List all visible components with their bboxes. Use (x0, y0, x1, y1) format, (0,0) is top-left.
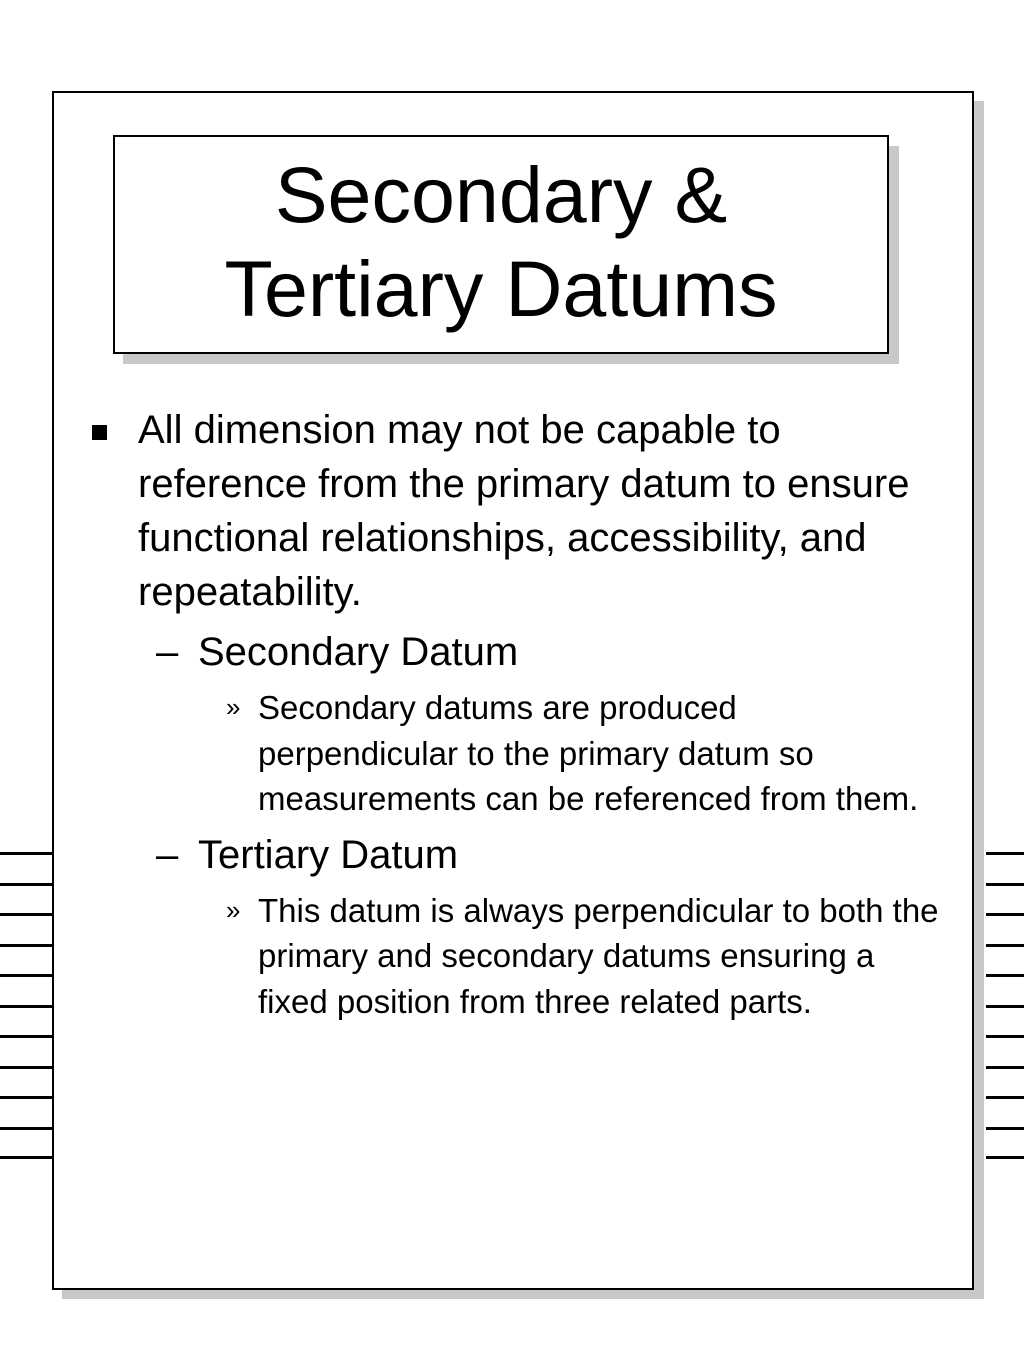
margin-line (986, 1066, 1024, 1069)
margin-line (0, 1066, 52, 1069)
sub-sub-bullet-text: This datum is always perpendicular to both the primary and secondary datums ensuring a fixed position from three related parts. (258, 891, 939, 1020)
margin-line (986, 852, 1024, 855)
square-bullet-icon (92, 425, 107, 440)
margin-line (0, 1035, 52, 1038)
margin-line (0, 1156, 52, 1159)
chevron-marker: » (226, 692, 241, 722)
dash-marker: – (156, 832, 179, 877)
margin-line (0, 913, 52, 916)
dash-marker: – (156, 630, 179, 674)
title-box (113, 135, 889, 354)
bullet-text: All dimension may not be capable to reference from the primary datum to ensure functional relationships, accessibility, and repeatability. (138, 408, 910, 614)
sub-bullet-item (90, 625, 940, 679)
sub-bullet-text: Secondary Datum (198, 630, 519, 674)
sub-bullet-item (90, 828, 940, 882)
margin-line (986, 1005, 1024, 1008)
sub-sub-bullet-item (90, 888, 940, 1025)
chevron-marker: » (226, 894, 241, 925)
slide-body (90, 403, 940, 1024)
margin-line (986, 883, 1024, 886)
margin-line (0, 944, 52, 947)
margin-line (986, 944, 1024, 947)
slide-title: Secondary & Tertiary Datums (224, 149, 778, 333)
margin-line (0, 1005, 52, 1008)
sub-sub-bullet-item (90, 685, 940, 822)
margin-line (0, 852, 52, 855)
margin-line (0, 883, 52, 886)
margin-line (986, 974, 1024, 977)
sub-bullet-text: Tertiary Datum (198, 832, 459, 877)
sub-sub-bullet-text: Secondary datums are produced perpendicular to the primary datum so measurements can be referenced from them. (258, 689, 919, 817)
margin-line (0, 1096, 52, 1099)
margin-line (986, 1127, 1024, 1130)
margin-line (986, 1156, 1024, 1159)
margin-line (986, 1035, 1024, 1038)
margin-line (986, 913, 1024, 916)
bullet-item (90, 403, 940, 619)
margin-line (0, 974, 52, 977)
margin-line (0, 1127, 52, 1130)
margin-line (986, 1096, 1024, 1099)
